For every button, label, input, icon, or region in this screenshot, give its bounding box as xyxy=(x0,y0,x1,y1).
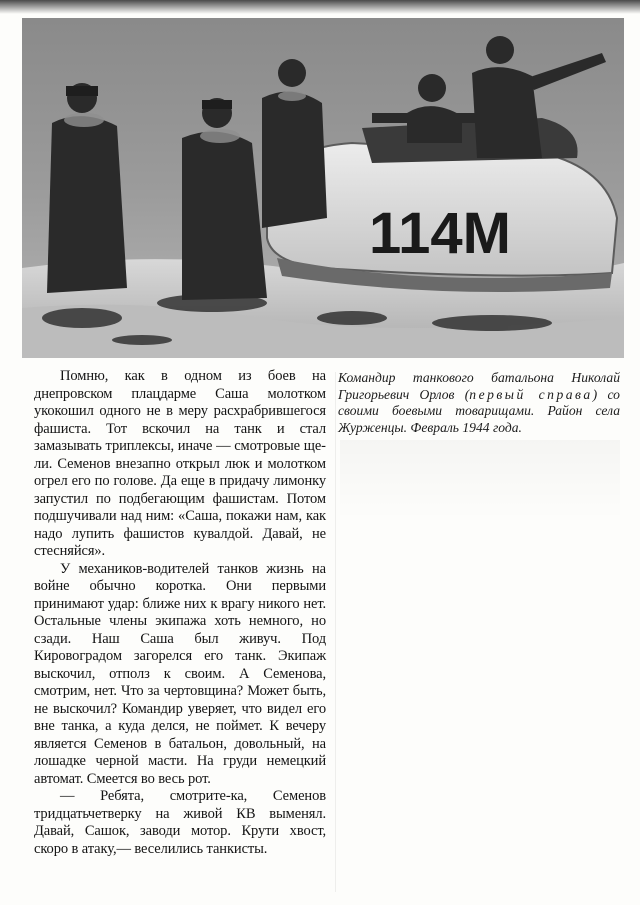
paragraph-3: — Ребята, смотрите-ка, Семенов тридцатьчетверку на живой КВ выменял. Давай, Сашок, заводи мотор. Крути хвост, скоро в атаку,— веселились танкисты. xyxy=(34,788,326,857)
photo-caption xyxy=(338,370,620,436)
scan-top-edge xyxy=(0,0,640,14)
paragraph-2: У механиков-водителей танков жизнь на войне обычно коротка. Они первыми принимают удар: ближе них к врагу никого нет. Остальные члены экипажа хоть немного, но сзади. Наш Саша был живуч. Под Кировоградом загорелся его танк. Экипаж выскочил, отполз к своим. А Семенова, смотрим, нет. Что за чертовщина? Может быть, не выскочил? Командир уверяет, что видел его вне танка, а куда делся, не поймет. К вечеру является Семенов в батальон, довольный, на лошадке черной масти. На груди немецкий автомат. Смеется во весь рот. xyxy=(34,560,326,787)
tank-number-marking: 114М xyxy=(369,201,511,266)
photo-illustration xyxy=(22,18,624,358)
body-text-column xyxy=(34,368,326,898)
caption-emphasis: первый справа xyxy=(469,386,593,402)
caption-part-2: ) со своими боевыми товарищами. Район села Журженцы. Февраль 1944 года. xyxy=(338,386,620,435)
paragraph-1: Помню, как в одном из боев на днепровском плацдарме Саша молотком укокошил одного не в меру расхрабрившегося фашиста. Тот вскочил на танк и стал замазывать триплексы, иначе — смотровые щели. Семенов внезапно открыл люк и молотком огрел его по голове. Да еще в придачу лимонку запустил по подбегающим фашистам. Потом подшучивали над ним: «Саша, покажи нам, как надо лупить фашистов кувалдой. Давай, не стесняйся». xyxy=(34,368,326,559)
column-divider xyxy=(335,372,336,892)
show-through-shadow xyxy=(340,440,620,520)
caption-part-1: Командир танкового батальона Николай Григорьевич Орлов ( xyxy=(338,370,620,402)
war-photograph xyxy=(22,18,624,358)
